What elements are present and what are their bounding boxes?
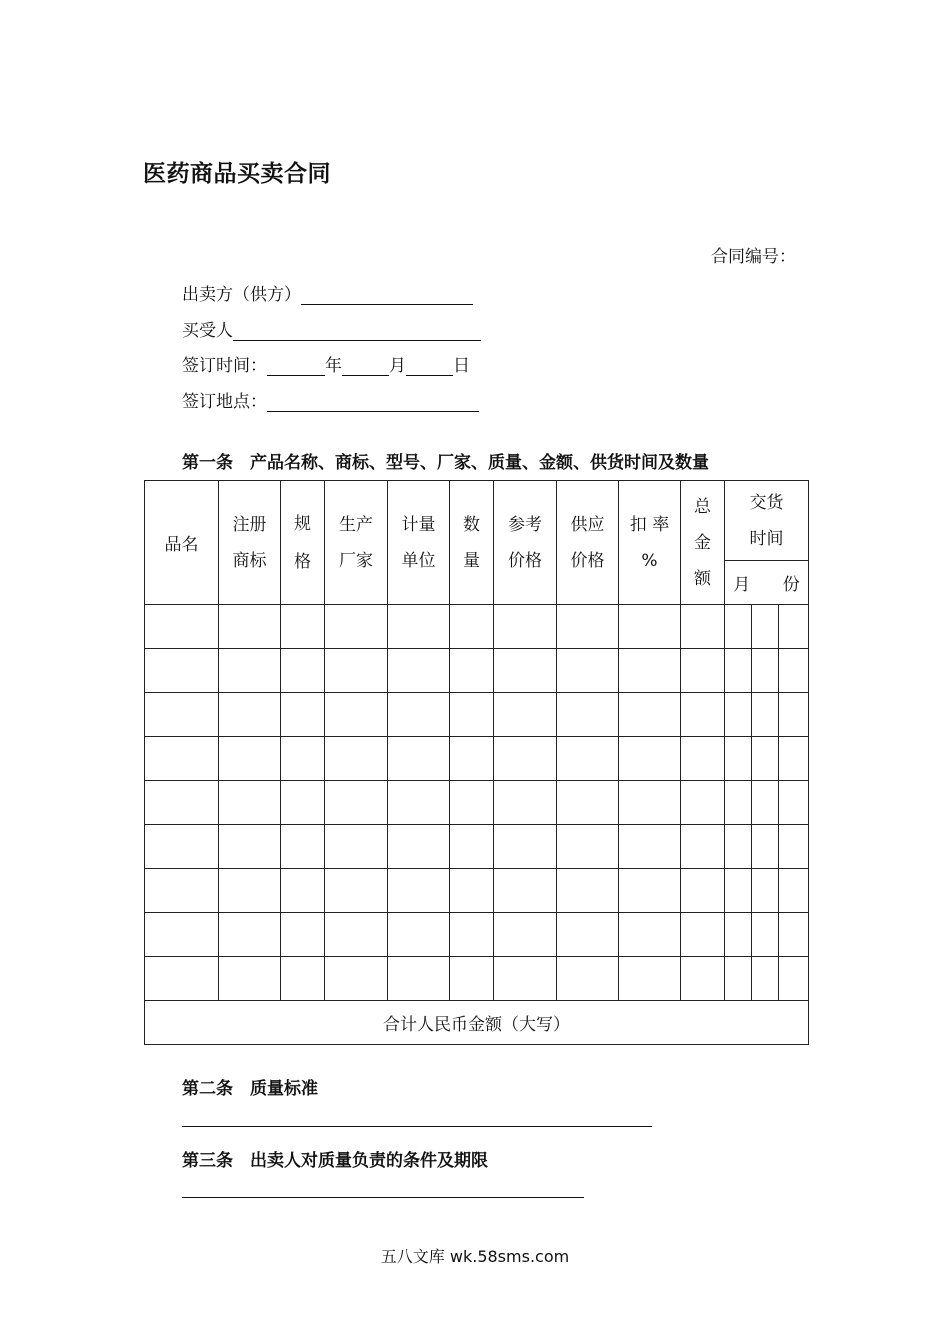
footer-watermark: 五八文库 wk.58sms.com (380, 1247, 570, 1266)
table-cell[interactable] (725, 825, 752, 869)
table-cell[interactable] (494, 649, 557, 693)
table-cell[interactable] (325, 693, 388, 737)
table-row (145, 869, 809, 913)
table-cell[interactable] (145, 825, 219, 869)
table-cell[interactable] (681, 781, 725, 825)
header-total-amount: 总 金 额 (681, 481, 725, 605)
table-cell[interactable] (281, 737, 325, 781)
article-3-heading: 第三条 出卖人对质量负责的条件及期限 (182, 1151, 488, 1171)
table-cell[interactable] (619, 781, 681, 825)
month-blank[interactable] (342, 357, 389, 376)
table-cell[interactable] (388, 649, 450, 693)
article-1-heading: 第一条 产品名称、商标、型号、厂家、质量、金额、供货时间及数量 (182, 453, 709, 473)
table-cell[interactable] (752, 781, 779, 825)
table-cell[interactable] (145, 869, 219, 913)
table-row (145, 649, 809, 693)
header-unit: 计量 单位 (388, 481, 450, 605)
table-cell[interactable] (557, 781, 619, 825)
table-cell[interactable] (219, 649, 281, 693)
table-row (145, 605, 809, 649)
buyer-blank[interactable] (233, 322, 481, 341)
table-cell[interactable] (752, 825, 779, 869)
year-label: 年 (325, 356, 342, 376)
table-cell[interactable] (388, 825, 450, 869)
table-cell[interactable] (557, 869, 619, 913)
table-cell[interactable] (725, 913, 752, 957)
year-blank[interactable] (267, 357, 325, 376)
seller-label: 出卖方（供方） (182, 285, 301, 305)
buyer-field (182, 316, 481, 341)
table-cell[interactable] (388, 605, 450, 649)
table-cell[interactable] (219, 825, 281, 869)
contract-number-label: 合同编号： (711, 247, 796, 267)
table-cell[interactable] (281, 649, 325, 693)
table-cell[interactable] (388, 781, 450, 825)
table-cell[interactable] (619, 913, 681, 957)
table-cell[interactable] (145, 737, 219, 781)
table-cell[interactable] (219, 693, 281, 737)
table-cell[interactable] (219, 781, 281, 825)
table-cell[interactable] (681, 649, 725, 693)
table-row (145, 913, 809, 957)
table-cell[interactable] (494, 957, 557, 1001)
table-cell[interactable] (779, 781, 809, 825)
table-cell[interactable] (325, 869, 388, 913)
header-supply-price: 供应 价格 (557, 481, 619, 605)
table-cell[interactable] (725, 781, 752, 825)
table-cell[interactable] (325, 825, 388, 869)
table-cell[interactable] (281, 605, 325, 649)
table-cell[interactable] (779, 869, 809, 913)
sign-date-field (182, 351, 470, 376)
table-cell[interactable] (557, 605, 619, 649)
table-cell[interactable] (219, 913, 281, 957)
table-cell[interactable] (779, 693, 809, 737)
table-cell[interactable] (619, 693, 681, 737)
table-row (145, 825, 809, 869)
table-cell[interactable] (145, 913, 219, 957)
table-cell[interactable] (281, 825, 325, 869)
table-cell[interactable] (388, 693, 450, 737)
table-row (145, 781, 809, 825)
table-cell[interactable] (219, 605, 281, 649)
table-cell[interactable] (494, 825, 557, 869)
product-table (144, 480, 809, 1045)
sign-place-field (182, 387, 479, 412)
table-cell[interactable] (557, 737, 619, 781)
table-cell[interactable] (325, 649, 388, 693)
table-cell[interactable] (681, 825, 725, 869)
table-cell[interactable] (450, 693, 494, 737)
table-cell[interactable] (779, 737, 809, 781)
article-2-fill-line[interactable] (182, 1126, 652, 1127)
table-cell[interactable] (219, 737, 281, 781)
table-cell[interactable] (494, 781, 557, 825)
table-cell[interactable] (752, 913, 779, 957)
header-spec: 规 格 (281, 481, 325, 605)
table-cell[interactable] (325, 737, 388, 781)
table-cell[interactable] (752, 869, 779, 913)
day-label: 日 (453, 356, 470, 376)
table-cell[interactable] (450, 649, 494, 693)
table-cell[interactable] (281, 913, 325, 957)
table-cell[interactable] (145, 693, 219, 737)
table-cell[interactable] (779, 605, 809, 649)
table-cell[interactable] (219, 869, 281, 913)
table-cell[interactable] (779, 913, 809, 957)
table-cell[interactable] (145, 781, 219, 825)
sign-place-blank[interactable] (267, 393, 479, 412)
table-cell[interactable] (752, 737, 779, 781)
table-cell[interactable] (725, 605, 752, 649)
table-cell[interactable] (325, 605, 388, 649)
table-cell[interactable] (681, 605, 725, 649)
day-blank[interactable] (406, 357, 453, 376)
total-amount-label: 合计人民币金额（大写） (145, 1001, 809, 1045)
table-cell[interactable] (557, 693, 619, 737)
table-row (145, 737, 809, 781)
month-label: 月 (389, 356, 406, 376)
header-quantity: 数 量 (450, 481, 494, 605)
table-cell[interactable] (450, 913, 494, 957)
table-cell[interactable] (557, 913, 619, 957)
table-cell[interactable] (681, 957, 725, 1001)
table-cell[interactable] (388, 957, 450, 1001)
seller-field (182, 280, 473, 305)
table-cell[interactable] (725, 649, 752, 693)
table-cell[interactable] (619, 649, 681, 693)
table-cell[interactable] (725, 957, 752, 1001)
table-cell[interactable] (619, 869, 681, 913)
table-cell[interactable] (494, 693, 557, 737)
table-cell[interactable] (557, 957, 619, 1001)
sign-place-label: 签订地点： (182, 392, 267, 412)
table-cell[interactable] (450, 869, 494, 913)
header-delivery-time: 交货 时间 (725, 481, 809, 561)
table-cell[interactable] (450, 737, 494, 781)
table-cell[interactable] (557, 649, 619, 693)
table-cell[interactable] (388, 737, 450, 781)
header-maker: 生产 厂家 (325, 481, 388, 605)
table-cell[interactable] (450, 605, 494, 649)
table-cell[interactable] (494, 605, 557, 649)
table-cell[interactable] (388, 869, 450, 913)
table-cell[interactable] (725, 737, 752, 781)
article-2-heading: 第二条 质量标准 (182, 1079, 318, 1099)
table-cell[interactable] (725, 869, 752, 913)
table-cell[interactable] (145, 649, 219, 693)
table-cell[interactable] (450, 825, 494, 869)
table-cell[interactable] (325, 781, 388, 825)
table-cell[interactable] (619, 605, 681, 649)
header-trademark: 注册 商标 (219, 481, 281, 605)
table-cell[interactable] (752, 957, 779, 1001)
table-cell[interactable] (325, 957, 388, 1001)
table-row (145, 957, 809, 1001)
table-cell[interactable] (281, 869, 325, 913)
article-3-fill-line[interactable] (182, 1197, 584, 1198)
header-name: 品名 (145, 481, 219, 605)
table-cell[interactable] (619, 737, 681, 781)
table-cell[interactable] (450, 957, 494, 1001)
buyer-label: 买受人 (182, 321, 233, 341)
table-cell[interactable] (779, 957, 809, 1001)
table-cell[interactable] (557, 825, 619, 869)
table-cell[interactable] (281, 693, 325, 737)
table-cell[interactable] (219, 957, 281, 1001)
table-cell[interactable] (681, 869, 725, 913)
table-cell[interactable] (681, 693, 725, 737)
header-delivery-month: 月 份 (725, 561, 809, 605)
document-title: 医药商品买卖合同 (143, 161, 331, 187)
table-cell[interactable] (725, 693, 752, 737)
table-cell[interactable] (681, 913, 725, 957)
table-cell[interactable] (494, 913, 557, 957)
table-cell[interactable] (494, 869, 557, 913)
table-cell[interactable] (779, 649, 809, 693)
table-cell[interactable] (281, 781, 325, 825)
table-cell[interactable] (145, 605, 219, 649)
seller-blank[interactable] (301, 286, 473, 305)
table-cell[interactable] (752, 605, 779, 649)
table-cell[interactable] (681, 737, 725, 781)
table-cell[interactable] (325, 913, 388, 957)
table-cell[interactable] (145, 957, 219, 1001)
table-cell[interactable] (779, 825, 809, 869)
table-cell[interactable] (619, 825, 681, 869)
header-reference-price: 参考 价格 (494, 481, 557, 605)
table-cell[interactable] (752, 649, 779, 693)
table-cell[interactable] (281, 957, 325, 1001)
table-cell[interactable] (752, 693, 779, 737)
table-cell[interactable] (388, 913, 450, 957)
table-row (145, 693, 809, 737)
header-discount-rate: 扣 率 % (619, 481, 681, 605)
table-cell[interactable] (450, 781, 494, 825)
table-cell[interactable] (619, 957, 681, 1001)
sign-date-label: 签订时间： (182, 356, 267, 376)
table-cell[interactable] (494, 737, 557, 781)
